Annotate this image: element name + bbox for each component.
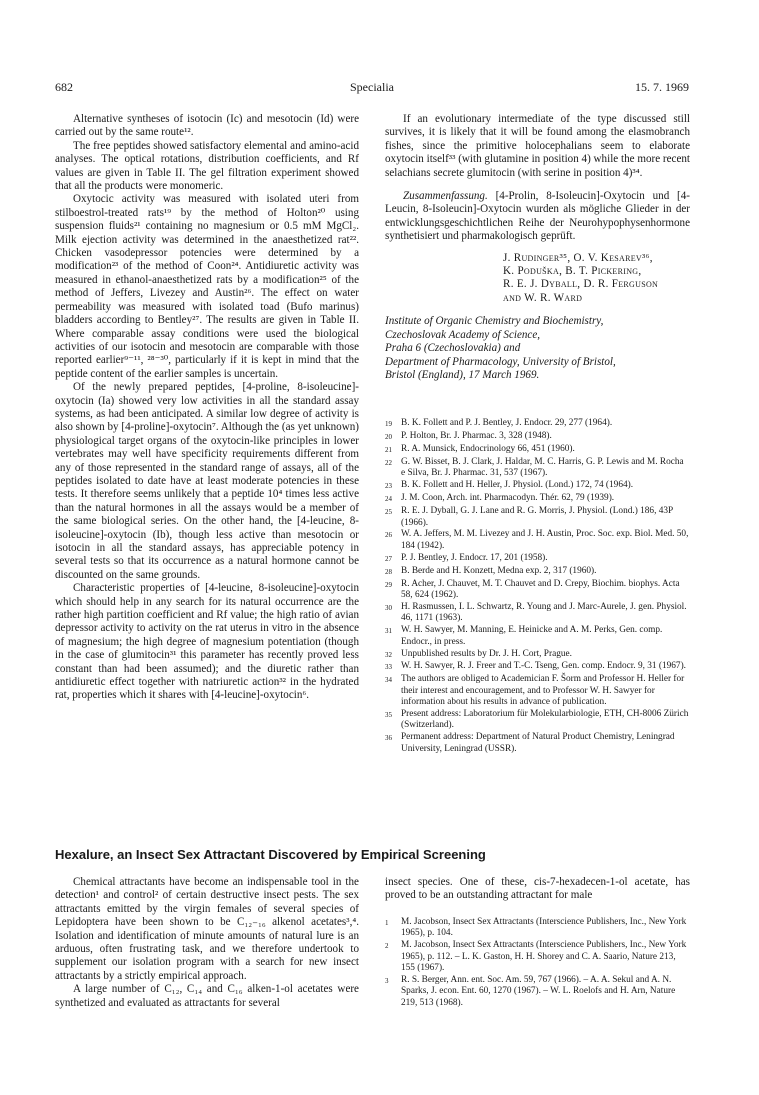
reference-item [385, 457, 690, 480]
paragraph: If an evolutionary intermediate of the type discussed still survives, it is likely that it will be found among the elasmobranch fishes, since the primitive holocephalians seem to elaborate oxytocin itself³³ (with glutamine in position 4) while the more recent selachians secrete glumitocin (with serine in position 4)³⁴. [385, 113, 690, 179]
reference-number: 36 [385, 734, 392, 743]
affiliation-line: Praha 6 (Czechoslovakia) and [385, 342, 521, 355]
reference-text: M. Jacobson, Insect Sex Attractants (Interscience Publishers, Inc., New York 1965), p. 112. – L. K. Gaston, H. H. Shorey and C. A. Saario, Nature 213, 155 (1967). [401, 940, 687, 973]
reference-item [385, 480, 690, 492]
reference-text: R. A. Munsick, Endocrinology 66, 451 (1960). [401, 444, 575, 455]
reference-text: H. Rasmussen, I. L. Schwartz, R. Young and J. Marc-Aurele, J. gen. Physiol. 46, 1171 (1963). [401, 601, 687, 624]
reference-number: 34 [385, 676, 392, 685]
author-line: and W. R. Ward [503, 291, 583, 304]
reference-number: 29 [385, 580, 392, 589]
reference-text: G. W. Bisset, B. J. Clark, J. Haldar, M. C. Harris, G. P. Lewis and M. Rocha e Silva, Br. J. Pharmac. 31, 537 (1967). [401, 457, 684, 479]
reference-text: J. M. Coon, Arch. int. Pharmacodyn. Thér. 62, 79 (1939). [401, 493, 615, 504]
reference-number: 30 [385, 603, 392, 612]
reference-item [385, 661, 690, 673]
reference-item [385, 566, 690, 578]
reference-item [385, 529, 690, 552]
reference-item [385, 506, 690, 529]
reference-number: 19 [385, 420, 392, 429]
issue-date: 15. 7. 1969 [635, 80, 689, 94]
reference-number: 26 [385, 531, 392, 540]
reference-list [385, 917, 690, 1009]
reference-text: Unpublished results by Dr. J. H. Cort, Prague. [401, 648, 572, 659]
affiliation-line: Bristol (England), 17 March 1969. [385, 368, 540, 381]
reference-text: B. Berde and H. Konzett, Medna exp. 2, 317 (1960). [401, 565, 597, 576]
reference-item [385, 579, 690, 602]
paragraph: Alternative syntheses of isotocin (Ic) and mesotocin (Id) were carried out by the same route¹². [55, 113, 359, 139]
reference-item [385, 649, 690, 661]
reference-text: M. Jacobson, Insect Sex Attractants (Interscience Publishers, Inc., New York 1965), p. 104. [401, 916, 687, 939]
reference-number: 2 [385, 942, 389, 951]
reference-number: 25 [385, 508, 392, 517]
reference-number: 21 [385, 446, 392, 455]
reference-number: 28 [385, 567, 392, 576]
paragraph: Characteristic properties of [4-leucine, 8-isoleucine]-oxytocin which should help in any search for its natural occurrence are the rather high partition coefficient and Rf value; the high ratio of avian depressor activity to activity on the rat uterus in vitro in the absence of magnesium; the high degree of magnesium potentiation (though in the case of glumitocin³¹ this parameter has recently proved less constant than had been assumed); and the diuretic rather than antidiuretic effect together with natriuretic action³² in the hydrated rat, properties which it shares with [4-leucine]-oxytocin⁶. [55, 582, 359, 702]
paragraph: Oxytocic activity was measured with isolated uteri from stilboestrol-treated rats¹⁹ by the method of Holton²⁰ using suspension fluids²¹ containing no magnesium or 0.5 mM MgCl₂. Milk ejection activity was determined in the anaesthetized rat²². Chicken vasodepressor potencies were determined by a modification²³ of the method of Coon²⁴. Antidiuretic activity was measured in ethanol-anaesthetized rats by a modification²⁵ of the method of Jeffers, Livezey and Austin²⁶. The effect on water permeability was measured with isolated toad (Bufo marinus) bladders according to Bentley²⁷. The results are given in Table II. Where comparable assay conditions were used the biological activities of our isotocin and mesotocin are comparable with those reported earlier⁹⁻¹¹, ²⁸⁻³⁰, particularly if it is kept in mind that the peptide content of the earlier samples is uncertain. [55, 193, 359, 380]
reference-number: 1 [385, 918, 389, 927]
reference-item [385, 732, 690, 755]
journal-section: Specialia [350, 80, 394, 94]
author-line: K. Poduška, B. T. Pickering, [503, 265, 642, 278]
article2-left-column [55, 876, 359, 1010]
reference-item [385, 940, 690, 974]
reference-item [385, 493, 690, 505]
reference-item [385, 975, 690, 1009]
reference-text: P. Holton, Br. J. Pharmac. 3, 328 (1948). [401, 431, 552, 442]
reference-number: 27 [385, 554, 392, 563]
reference-text: W. H. Sawyer, M. Manning, E. Heinicke and A. M. Perks, Gen. comp. Endocr., in press. [401, 625, 663, 647]
reference-text: B. K. Follett and P. J. Bentley, J. Endocr. 29, 277 (1964). [401, 418, 613, 429]
paragraph: A large number of C₁₂, C₁₄ and C₁₆ alken-1-ol acetates were synthetized and evaluated as attractants for several [55, 983, 359, 1009]
reference-text: R. E. J. Dyball, G. J. Lane and R. G. Morris, J. Physiol. (Lond.) 186, 43P (1966). [401, 506, 673, 528]
reference-text: R. Acher, J. Chauvet, M. T. Chauvet and D. Crepy, Biochim. biophys. Acta 58, 624 (1962). [401, 578, 680, 600]
affiliation [385, 315, 690, 382]
reference-item [385, 709, 690, 732]
reference-text: Present address: Laboratorium für Molekularbiologie, ETH, CH-8006 Zürich (Switzerland). [401, 709, 689, 731]
reference-list [385, 418, 690, 755]
reference-item [385, 625, 690, 648]
reference-number: 32 [385, 650, 392, 659]
reference-item [385, 602, 690, 625]
affiliation-line: Department of Pharmacology, University of Bristol, [385, 355, 616, 368]
reference-number: 20 [385, 433, 392, 442]
article2-right-column [385, 876, 690, 1010]
summary-text: [4-Prolin, 8-Isoleucin]-Oxytocin und [4-Leucin, 8-Isoleucin]-Oxytocin wurden als mögliche Glieder in der entwicklungsgeschichtlichen Reihe der Neurohypophysenhormone synthetisiert und pharmakologisch geprüft. [385, 190, 690, 243]
author-line: R. E. J. Dyball, D. R. Ferguson [503, 278, 659, 291]
reference-item [385, 553, 690, 565]
reference-text: R. S. Berger, Ann. ent. Soc. Am. 59, 767 (1966). – A. A. Sekul and A. N. Sparks, J. econ. Ent. 60, 1270 (1967). – W. L. Roelofs and H. Arn, Nature 219, 513 (1968). [401, 974, 676, 1008]
article-title: Hexalure, an Insect Sex Attractant Discovered by Empirical Screening [55, 847, 486, 862]
reference-number: 24 [385, 495, 392, 504]
reference-item [385, 674, 690, 708]
page-number: 682 [55, 80, 73, 94]
page-header [55, 80, 689, 100]
affiliation-line: Institute of Organic Chemistry and Biochemistry, [385, 315, 604, 328]
paragraph: Chemical attractants have become an indispensable tool in the detection¹ and control² of certain destructive insect pests. The sex attractants emitted by the virgin females of several species of Lepidoptera have been shown to be C₁₂₋₁₆ alkenol acetates³,⁴. Isolation and identification of minute amounts of natural lure is an arduous, often frustrating task, and we therefore undertook to supplement our isolation program with a search for new insect attractants by a strictly empirical approach. [55, 876, 359, 982]
article1-left-column [55, 113, 359, 703]
paragraph: Of the newly prepared peptides, [4-proline, 8-isoleucine]-oxytocin (Ia) showed very low activities in all the standard assay systems, as had been anticipated. A similar low degree of activity is also shown by [4-proline]-oxytocin⁷. Although the (as yet unknown) physiological target organs of the oxytocin-like principles in lower vertebrates may well have specificity requirements different from any of those represented in the standard range of assays, all of the peptides isolated to date have at least moderate potencies in these tests. It therefore seems unlikely that a peptide 10⁴ times less active than the natural hormones in all the assays would be a member of the same biological series. On the other hand, the [4-leucine, 8-isoleucine]-oxytocin (Ib), though less active than mesotocin or isotocin in all the standard assays, has appreciable potency in several tests so that its occurrence as a natural hormone cannot be discounted on the same grounds. [55, 381, 359, 581]
author-list [503, 252, 690, 306]
reference-text: W. H. Sawyer, R. J. Freer and T.-C. Tseng, Gen. comp. Endocr. 9, 31 (1967). [401, 661, 686, 672]
reference-text: W. A. Jeffers, M. M. Livezey and J. H. Austin, Proc. Soc. exp. Biol. Med. 50, 184 (1942). [401, 529, 689, 551]
reference-text: The authors are obliged to Academician F. Šorm and Professor H. Heller for their interest and encouragement, and to Professor W. H. Sawyer for information about his results in advance of publication. [401, 674, 685, 708]
reference-item [385, 917, 690, 940]
reference-number: 3 [385, 976, 389, 985]
reference-text: B. K. Follett and H. Heller, J. Physiol. (Lond.) 172, 74 (1964). [401, 480, 634, 491]
summary-label: Zusammenfassung. [403, 190, 488, 203]
affiliation-line: Czechoslovak Academy of Science, [385, 328, 541, 341]
reference-number: 22 [385, 459, 392, 468]
article1-right-column [385, 113, 690, 756]
reference-text: Permanent address: Department of Natural Product Chemistry, Leningrad University, Leningrad (USSR). [401, 732, 675, 754]
summary [385, 190, 690, 244]
reference-number: 31 [385, 627, 392, 636]
reference-item [385, 418, 690, 430]
reference-item [385, 431, 690, 443]
reference-number: 35 [385, 711, 392, 720]
paragraph: The free peptides showed satisfactory elemental and amino-acid analyses. The optical rotations, distribution coefficients, and Rf values are given in Table II. The gel filtration experiment showed that all the products were monomeric. [55, 139, 359, 193]
reference-text: P. J. Bentley, J. Endocr. 17, 201 (1958). [401, 552, 548, 563]
author-line: J. Rudinger³⁵, O. V. Kesarev³⁶, [503, 251, 653, 264]
reference-number: 33 [385, 663, 392, 672]
reference-number: 23 [385, 482, 392, 491]
paragraph: insect species. One of these, cis-7-hexadecen-1-ol acetate, has proved to be an outstanding attractant for male [385, 876, 690, 902]
reference-item [385, 444, 690, 456]
